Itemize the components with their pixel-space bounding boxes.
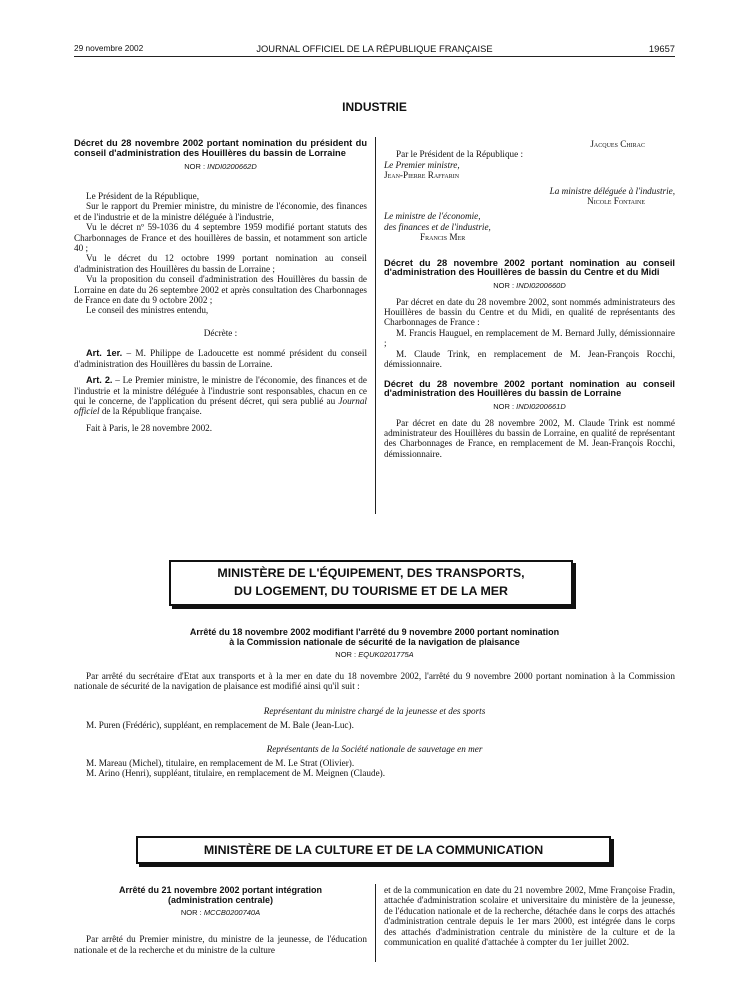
article-1: Art. 1er. – M. Philippe de Ladoucette est nommé président du conseil d'administration des Houillères du bassin de Lorraine.: [74, 348, 367, 369]
par-le-president: Par le Président de la République :: [396, 149, 524, 160]
decret3-title: Décret du 28 novembre 2002 portant nomination au conseil d'administration des Houillères du bassin de Lorraine: [384, 378, 675, 399]
signature-mer: Francis Mer: [420, 232, 466, 243]
decret3-nor: NOR : INDI0200661D: [493, 402, 566, 412]
arrete2-title: Arrêté du 21 novembre 2002 portant intégration (administration centrale): [118, 885, 323, 905]
decret2-para: M. Claude Trink, en remplacement de M. Jean-François Rocchi, démissionnaire.: [384, 348, 675, 370]
decret1-para: Le Président de la République,: [86, 191, 200, 201]
decret2-title: Décret du 28 novembre 2002 portant nomination au conseil d'administration des Houillères de bassin du Centre et du Midi: [384, 257, 675, 278]
ministere-equipement-heading: MINISTÈRE DE L'ÉQUIPEMENT, DES TRANSPORTS, DU LOGEMENT, DU TOURISME ET DE LA MER: [169, 560, 573, 606]
section-heading-industrie: INDUSTRIE: [342, 100, 407, 114]
arrete2-text-left: Par arrêté du Premier ministre, du ministre de la jeunesse, de l'éducation nationale et de la recherche et du ministre de la culture: [74, 934, 367, 955]
decrete-label: Décrète :: [203, 327, 238, 338]
decret1-para: Le conseil des ministres entendu,: [86, 305, 209, 316]
arrete2-right-column: [384, 885, 675, 947]
arrete1-title: Arrêté du 18 novembre 2002 modifiant l'arrêté du 9 novembre 2000 portant nomination à la Commission nationale de sécurité de la navigation de plaisance: [189, 627, 560, 647]
arrete1-line: M. Puren (Frédéric), suppléant, en remplacement de M. Bale (Jean-Luc).: [86, 720, 354, 731]
decret1-nor: NOR : INDI0200662D: [184, 161, 257, 171]
decret3-para: Par décret en date du 28 novembre 2002, M. Claude Trink est nommé administrateur des Houillères du bassin de Lorraine, en qualité de représentant des Charbonnages de France, en remplacement de M. Jean-François Rocchi, démissionnaire.: [384, 417, 675, 459]
signature-raffarin: Jean-Pierre Raffarin: [384, 170, 460, 181]
arrete1-subhead: Représentant du ministre chargé de la jeunesse et des sports: [263, 705, 486, 716]
decret1-para: Vu la proposition du conseil d'administration des Houillères du bassin de Lorraine en date du 26 septembre 2002 et après consultation des Charbonnages de France en date du 9 octobre 2002 ;: [74, 274, 367, 306]
header-page-number: 19657: [648, 43, 675, 54]
fait-a-paris: Fait à Paris, le 28 novembre 2002.: [86, 422, 213, 433]
decret2-nor: NOR : INDI0200660D: [493, 281, 566, 291]
arrete2-left-column: [74, 885, 367, 955]
running-header: [74, 43, 675, 55]
signature-fontaine: Nicole Fontaine: [587, 196, 645, 207]
header-journal-title: JOURNAL OFFICIEL DE LA RÉPUBLIQUE FRANÇAISE: [256, 43, 493, 54]
arrete1-nor: NOR : EQUK0201775A: [335, 650, 414, 659]
ministre-eco-label: Le ministre de l'économie,: [384, 211, 481, 222]
decret1-para: Sur le rapport du Premier ministre, du ministre de l'économie, des finances et de l'industrie et de la ministre déléguée à l'industrie,: [74, 201, 367, 222]
ministre-eco-label: des finances et de l'industrie,: [384, 221, 491, 232]
column-separator: [375, 137, 376, 514]
arrete1-intro: Par arrêté du secrétaire d'Etat aux transports et à la mer en date du 18 novembre 2002, l'arrêté du 9 novembre 2000 portant nomination à la Commission nationale de sécurité de la navigation de plaisance est modifié ainsi qu'il suit :: [74, 671, 675, 692]
arrete1-line: M. Mareau (Michel), titulaire, en remplacement de M. Le Strat (Olivier).: [86, 758, 355, 769]
header-rule: [74, 56, 675, 57]
decret1-para: Vu le décret nº 59-1036 du 4 septembre 1959 modifié portant statuts des Charbonnages de France et des houillères de bassin, et notamment son article 40 ;: [74, 222, 367, 254]
signature-chirac: Jacques Chirac: [590, 139, 645, 149]
decret2-para: M. Francis Hauguel, en remplacement de M. Bernard Jully, démissionnaire ;: [384, 327, 675, 349]
arrete2-nor: NOR : MCCB0200740A: [180, 908, 261, 917]
header-date: 29 novembre 2002: [74, 43, 144, 53]
decret1-para: Vu le décret du 12 octobre 1999 portant nomination au conseil d'administration des Houillères du bassin de Lorraine ;: [74, 253, 367, 274]
article-2: Art. 2. – Le Premier ministre, le ministre de l'économie, des finances et de l'industrie et la ministre déléguée à l'industrie sont responsables, chacun en ce qui le concerne, de l'application du présent décret, qui sera publié au Journal officiel de la République française.: [74, 375, 367, 417]
ministere-culture-heading: MINISTÈRE DE LA CULTURE ET DE LA COMMUNICATION: [136, 836, 611, 864]
right-column: [384, 139, 675, 459]
arrete1-subhead: Représentants de la Société nationale de sauvetage en mer: [266, 743, 483, 754]
arrete2-text-right: et de la communication en date du 21 novembre 2002, Mme Françoise Fradin, attachée d'administration scolaire et universitaire du ministère de la jeunesse, de l'éducation nationale et de la recherche, détachée dans le corps des attachés d'administration centrale depuis le 1er mars 2000, est intégrée dans le corps des attachés d'administration centrale du ministère de la culture et de la communication en qualité d'attachée à compter du 1er juillet 2002.: [384, 885, 675, 948]
decret2-para: Par décret en date du 28 novembre 2002, sont nommés administrateurs des Houillères de bassin du Centre et du Midi, en qualité de représentants des Charbonnages de France :: [384, 296, 675, 328]
column-separator: [375, 884, 376, 962]
arrete1-line: M. Arino (Henri), suppléant, titulaire, en remplacement de M. Meignen (Claude).: [86, 768, 386, 779]
ministre-deleguee-label: La ministre déléguée à l'industrie,: [549, 185, 675, 196]
decret1-title: Décret du 28 novembre 2002 portant nomination du président du conseil d'administration des Houillères du bassin de Lorraine: [74, 138, 367, 158]
premier-ministre-label: Le Premier ministre,: [384, 159, 460, 170]
left-column: [74, 139, 367, 433]
arrete1-body: [74, 671, 675, 779]
